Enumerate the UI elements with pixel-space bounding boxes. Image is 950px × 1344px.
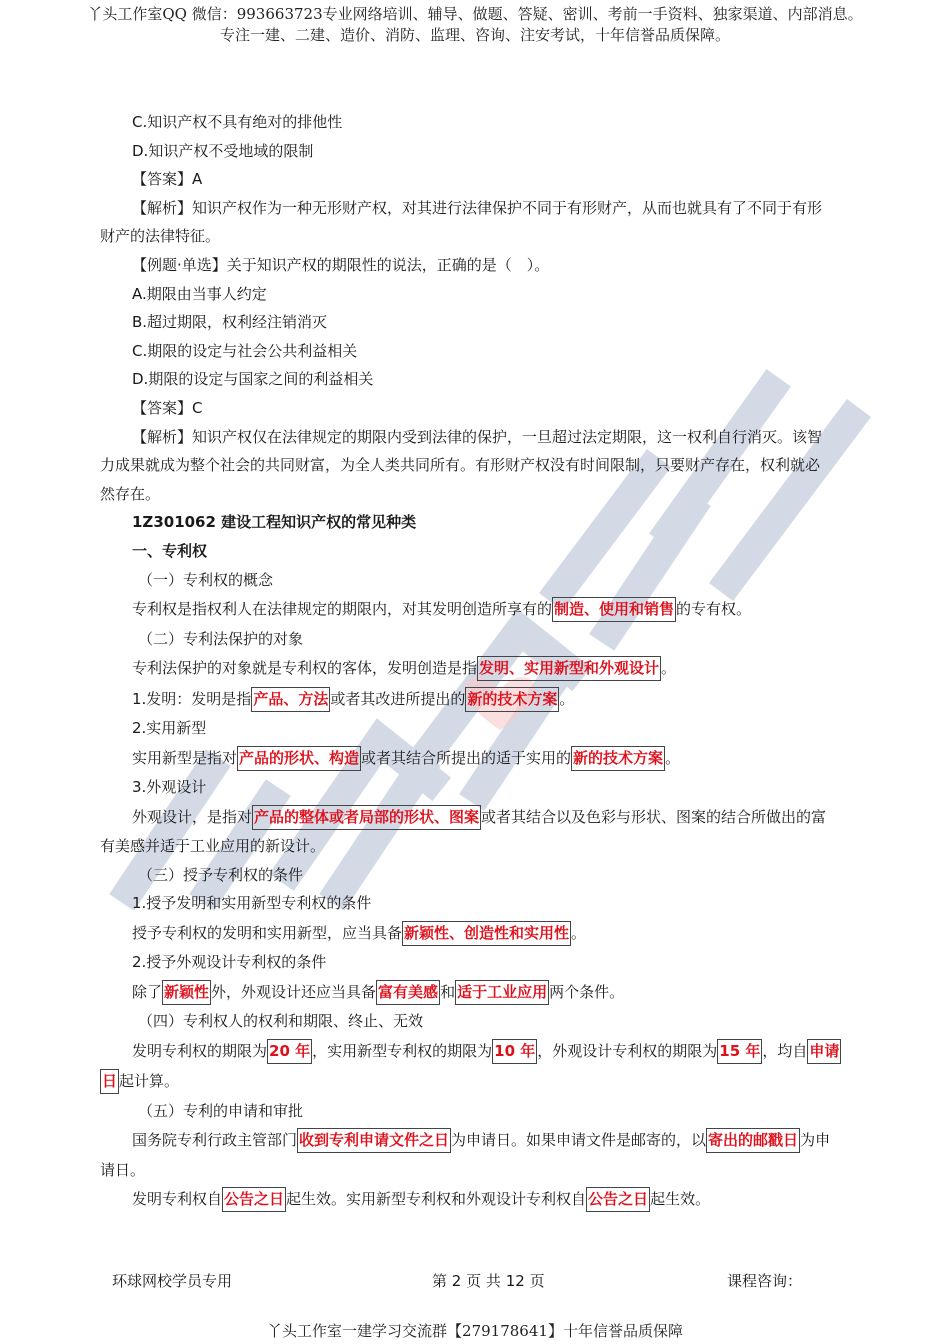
subheading-application: （五）专利的申请和审批 <box>138 1101 304 1120</box>
application-highlight-1: 收到专利申请文件之日 <box>297 1128 451 1153</box>
term-text-mid2: ，外观设计专利权的期限为 <box>537 1041 718 1060</box>
section-title: 1Z301062 建设工程知识产权的常见种类 <box>132 513 417 532</box>
page-total: 12 <box>505 1272 525 1290</box>
footer-consult-label: 课程咨询： <box>727 1272 803 1290</box>
term-text-mid1: ，实用新型专利权的期限为 <box>312 1041 493 1060</box>
concept-text-post: 的专有权。 <box>676 600 752 619</box>
invention-highlight-2: 新的技术方案 <box>465 687 559 712</box>
object-text-pre: 专利法保护的对象就是专利权的客体，发明创造是指 <box>132 659 478 678</box>
utility-text-post: 。 <box>665 748 681 767</box>
explanation-2-line3: 然存在。 <box>100 484 161 503</box>
page-number <box>432 1270 545 1291</box>
question-2-option-b: B.超过期限，权利经注销消灭 <box>132 313 328 332</box>
effect-paragraph <box>100 1184 870 1214</box>
application-text-mid: 为申请日。如果申请文件是邮寄的，以 <box>451 1131 707 1150</box>
condition-1-title: 1.授予发明和实用新型专利权的条件 <box>132 894 372 913</box>
condition-1-highlight: 新颖性、创造性和实用性 <box>402 921 571 946</box>
object-paragraph <box>100 653 870 683</box>
condition-2-paragraph <box>100 977 870 1007</box>
condition-2-text-mid1: 外，外观设计还应当具备 <box>211 982 377 1001</box>
explanation-2-line2: 力成果就成为整个社会的共同财富，为全人类共同所有。有形财产权没有时间限制，只要财产存在，权利就必 <box>100 456 821 475</box>
subheading-term: （四）专利权人的权利和期限、终止、无效 <box>138 1012 424 1031</box>
concept-paragraph <box>100 594 870 624</box>
document-body <box>100 108 870 1215</box>
condition-2-highlight-1: 新颖性 <box>162 980 211 1005</box>
top-banner-line2: 专注一建、二建、造价、消防、监理、咨询、注安考试，十年信誉品质保障。 <box>219 26 730 44</box>
object-text-post: 。 <box>661 659 677 678</box>
question-2-option-c: C.期限的设定与社会公共利益相关 <box>132 341 358 360</box>
effect-text-mid: 起生效。实用新型专利权和外观设计专利权自 <box>286 1190 587 1209</box>
design-highlight: 产品的整体或者局部的形状、图案 <box>252 805 481 830</box>
condition-2-highlight-3: 适于工业应用 <box>455 980 549 1005</box>
design-paragraph <box>100 802 870 832</box>
answer-2: 【答案】C <box>132 398 203 417</box>
application-paragraph <box>100 1125 870 1155</box>
utility-highlight-1: 产品的形状、构造 <box>237 746 361 771</box>
effect-highlight-1: 公告之日 <box>222 1187 286 1212</box>
condition-1-paragraph <box>100 918 870 948</box>
subheading-concept: （一）专利权的概念 <box>138 570 274 589</box>
term-paragraph <box>100 1036 870 1066</box>
condition-2-highlight-2: 富有美感 <box>376 980 440 1005</box>
condition-2-title: 2.授予外观设计专利权的条件 <box>132 953 327 972</box>
application-text-post: 为申 <box>800 1131 831 1150</box>
condition-1-text-pre: 授予专利权的发明和实用新型，应当具备 <box>132 923 403 942</box>
design-text-post: 或者其结合以及色彩与形状、图案的结合所做出的富 <box>481 807 827 826</box>
design-text-pre: 外观设计，是指对 <box>132 807 253 826</box>
application-paragraph-line2: 请日。 <box>100 1160 146 1179</box>
concept-highlight: 制造、使用和销售 <box>552 597 676 622</box>
subheading-object: （二）专利法保护的对象 <box>138 629 304 648</box>
invention-text-pre: 1.发明：发明是指 <box>132 689 252 708</box>
concept-text-pre: 专利权是指权利人在法律规定的期限内，对其发明创造所享有的 <box>132 600 553 619</box>
explanation-1-line2: 财产的法律特征。 <box>100 227 221 246</box>
condition-2-text-mid2: 和 <box>440 982 456 1001</box>
page-current: 2 <box>451 1272 462 1290</box>
term-highlight-design: 15 年 <box>717 1039 762 1064</box>
option-c: C.知识产权不具有绝对的排他性 <box>132 113 343 131</box>
explanation-2-line1: 【解析】知识产权仅在法律规定的期限内受到法律的保护，一旦超过法定期限，这一权利自行消灭。该智 <box>132 427 823 446</box>
application-highlight-2: 寄出的邮戳日 <box>706 1128 800 1153</box>
effect-text-pre: 发明专利权自 <box>132 1190 223 1209</box>
subheading-conditions: （三）授予专利权的条件 <box>138 865 304 884</box>
page-prefix: 第 <box>432 1272 448 1290</box>
condition-2-text-post: 两个条件。 <box>549 982 625 1001</box>
condition-1-text-post: 。 <box>571 923 587 942</box>
heading-patent-right: 一、专利权 <box>132 541 208 560</box>
object-highlight: 发明、实用新型和外观设计 <box>477 656 661 681</box>
answer-1: 【答案】A <box>132 170 203 189</box>
utility-highlight-2: 新的技术方案 <box>571 746 665 771</box>
term-highlight-utility: 10 年 <box>492 1039 537 1064</box>
bottom-banner: 丫头工作室一建学习交流群【279178641】十年信誉品质保障 <box>267 1322 683 1340</box>
design-title: 3.外观设计 <box>132 777 207 796</box>
term-highlight-invention: 20 年 <box>267 1039 312 1064</box>
question-2-option-d: D.期限的设定与国家之间的利益相关 <box>132 370 374 389</box>
term-text-mid3: ，均自 <box>762 1041 808 1060</box>
design-paragraph-line2: 有美感并适于工业应用的新设计。 <box>100 836 326 855</box>
invention-paragraph <box>100 684 870 714</box>
option-d: D.知识产权不受地域的限制 <box>132 141 314 160</box>
term-highlight-application-day-part1: 申请 <box>807 1039 841 1064</box>
page-footer <box>0 1270 950 1292</box>
utility-model-title: 2.实用新型 <box>132 718 207 737</box>
question-2-option-a: A.期限由当事人约定 <box>132 284 267 303</box>
invention-text-post: 。 <box>559 689 575 708</box>
invention-highlight-1: 产品、方法 <box>251 687 330 712</box>
effect-text-post: 起生效。 <box>650 1190 711 1209</box>
explanation-1-line1: 【解析】知识产权作为一种无形财产权，对其进行法律保护不同于有形财产，从而也就具有了不同于有形 <box>132 198 823 217</box>
utility-text-mid: 或者其结合所提出的适于实用的 <box>361 748 572 767</box>
page-suffix: 页 <box>529 1272 545 1290</box>
footer-school-label: 环球网校学员专用 <box>112 1272 233 1290</box>
invention-text-mid: 或者其改进所提出的 <box>330 689 466 708</box>
application-text-pre: 国务院专利行政主管部门 <box>132 1131 298 1150</box>
page-mid: 页 共 <box>466 1272 501 1290</box>
top-banner-line1: 丫头工作室QQ 微信：993663723专业网络培训、辅导、做题、答疑、密训、考前一手资料、独家渠道、内部消息。 <box>87 5 863 23</box>
utility-text-pre: 实用新型是指对 <box>132 748 238 767</box>
top-banner <box>0 4 950 46</box>
term-text-post: 起计算。 <box>119 1072 180 1091</box>
term-text-pre: 发明专利权的期限为 <box>132 1041 268 1060</box>
utility-model-paragraph <box>100 743 870 773</box>
effect-highlight-2: 公告之日 <box>586 1187 650 1212</box>
term-highlight-application-day-part2: 日 <box>100 1069 119 1094</box>
question-2: 【例题·单选】关于知识产权的期限性的说法，正确的是（ ）。 <box>132 255 550 274</box>
term-paragraph-line2 <box>100 1066 870 1096</box>
condition-2-text-pre: 除了 <box>132 982 163 1001</box>
